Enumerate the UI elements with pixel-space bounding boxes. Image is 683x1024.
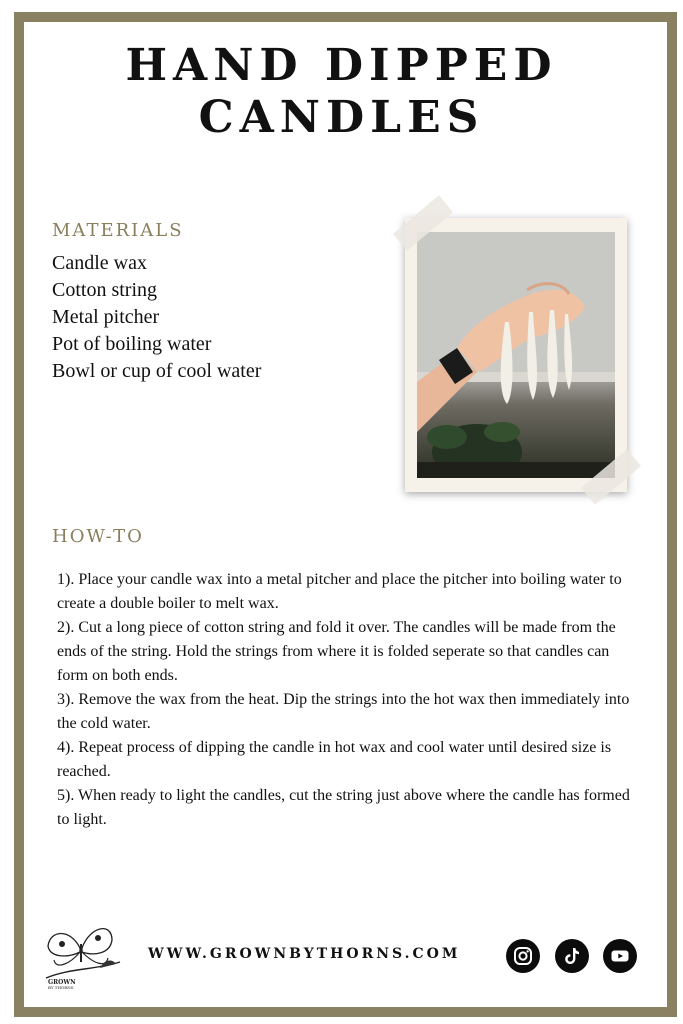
howto-step: 4). Repeat process of dipping the candle in hot wax and cool water until desired size is reached. (57, 739, 612, 780)
page-title (0, 40, 683, 144)
materials-item: Cotton string (52, 279, 158, 301)
howto-step: 5). When ready to light the candles, cut the string just above where the candle has formed to light. (57, 787, 630, 828)
youtube-button[interactable] (603, 939, 637, 973)
logo-text-bottom: BY THORNS (48, 985, 74, 990)
youtube-icon (610, 946, 630, 966)
howto-step: 1). Place your candle wax into a metal pitcher and place the pitcher into boiling water to create a double boiler to melt wax. (57, 571, 622, 612)
instagram-button[interactable] (506, 939, 540, 973)
materials-item: Bowl or cup of cool water (52, 360, 262, 382)
hand-with-candles-illustration (417, 232, 615, 478)
howto-heading: HOW-TO (52, 526, 144, 547)
howto-step: 2). Cut a long piece of cotton string and fold it over. The candles will be made from the ends of the string. Hold the strings from where it is folded seperate so that candles can form on both ends. (57, 619, 616, 684)
tiktok-button[interactable] (555, 939, 589, 973)
title-line-1: HAND DIPPED (125, 40, 558, 91)
moth-logo-icon (40, 918, 124, 990)
page-border-frame (14, 12, 677, 1017)
materials-item: Candle wax (52, 252, 147, 274)
howto-steps-list (57, 568, 637, 832)
materials-item: Pot of boiling water (52, 333, 212, 355)
materials-item: Metal pitcher (52, 306, 160, 328)
grown-by-thorns-logo (40, 918, 124, 990)
materials-list (52, 250, 261, 385)
title-line-2: CANDLES (198, 92, 485, 143)
materials-heading: MATERIALS (52, 220, 184, 241)
candles-photo (405, 218, 627, 492)
logo-text-top: GROWN (48, 979, 76, 986)
tiktok-icon (562, 946, 582, 966)
photo-image (417, 232, 615, 478)
howto-step: 3). Remove the wax from the heat. Dip the strings into the hot wax then immediately into the cold water. (57, 691, 630, 732)
instagram-icon (513, 946, 533, 966)
website-link[interactable]: WWW.GROWNBYTHORNS.COM (148, 946, 461, 962)
